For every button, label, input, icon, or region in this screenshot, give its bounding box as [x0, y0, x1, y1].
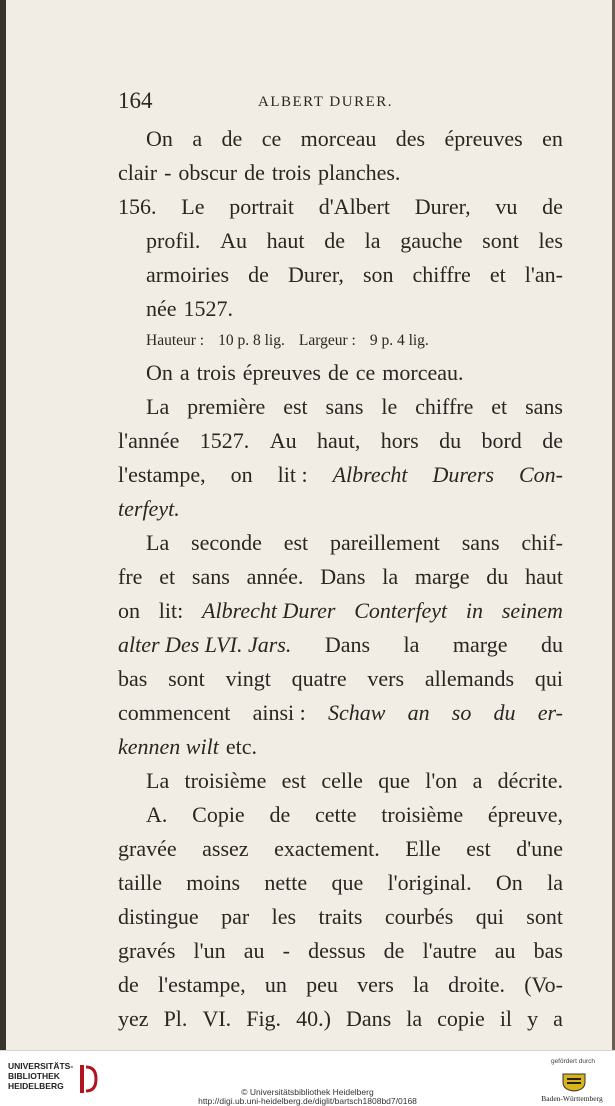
text-word: la	[382, 564, 399, 589]
text-word: sans	[525, 394, 563, 419]
text-word: distingue	[118, 904, 199, 929]
text-word: planches.	[317, 160, 401, 185]
text-word: ce	[261, 126, 282, 151]
text-word: qui	[534, 666, 563, 691]
text-word: épreuve,	[487, 802, 563, 827]
text-word: 9 p. 4 lig.	[369, 332, 429, 349]
text-word: quatre	[291, 666, 347, 691]
text-word: est	[283, 530, 309, 555]
text-word: Albrecht	[332, 462, 408, 487]
text-word: Con-	[519, 462, 563, 487]
text-line	[118, 730, 563, 764]
page-number: 164	[118, 88, 153, 113]
text-word: Pl.	[163, 1006, 188, 1031]
text-word: Au	[220, 228, 247, 253]
text-word: la	[406, 1006, 423, 1031]
text-word: du	[493, 700, 516, 725]
text-word: Durer,	[414, 194, 471, 219]
text-word: a	[179, 360, 190, 385]
text-word: Elle	[405, 836, 441, 861]
text-line	[118, 934, 563, 968]
text-word: de	[248, 262, 269, 287]
text-word: Copie	[192, 802, 245, 827]
text-word: par	[221, 904, 250, 929]
text-line	[118, 258, 563, 292]
text-word: du	[486, 564, 509, 589]
text-word: sont	[482, 228, 519, 253]
text-word: en	[542, 126, 563, 151]
text-word: traits	[318, 904, 363, 929]
text-word: de	[542, 194, 563, 219]
text-word: est	[283, 394, 308, 419]
text-word: gauche	[400, 228, 463, 253]
text-word: armoiries	[146, 262, 230, 287]
text-word: chiffre	[412, 262, 471, 287]
text-word: bas	[118, 666, 148, 691]
text-word: On	[146, 360, 173, 385]
text-word: marge	[414, 564, 470, 589]
text-word: in	[465, 598, 484, 623]
text-word: fre	[118, 564, 143, 589]
text-word: et	[159, 564, 176, 589]
text-word: sont	[168, 666, 205, 691]
text-word: La	[146, 530, 170, 555]
text-word: obscur	[178, 160, 238, 185]
text-line	[118, 190, 563, 224]
text-word: Durers	[432, 462, 495, 487]
text-word: de	[383, 938, 405, 963]
text-word: profil.	[146, 228, 201, 253]
text-word: Largeur :	[298, 332, 356, 349]
text-line	[118, 326, 563, 356]
text-word: Durer,	[287, 262, 344, 287]
text-word: portrait	[229, 194, 294, 219]
text-word: etc.	[225, 734, 257, 759]
text-word: l'année	[118, 428, 180, 453]
text-word: peu	[306, 972, 338, 997]
text-word: troisième	[381, 802, 464, 827]
text-word: 40.)	[296, 1006, 331, 1031]
text-line	[118, 390, 563, 424]
text-word: celle	[321, 768, 363, 793]
text-word: nette	[264, 870, 308, 895]
text-word: copie	[437, 1006, 485, 1031]
text-word: chif-	[521, 530, 563, 555]
text-word: bas	[533, 938, 563, 963]
copyright-notice: © Universitätsbibliothek Heidelberg	[241, 1087, 374, 1097]
text-word: née	[146, 296, 177, 321]
running-title: ALBERT DURER.	[258, 94, 393, 110]
text-word: il	[499, 1006, 513, 1031]
text-word: au	[243, 938, 265, 963]
text-word: taille	[118, 870, 162, 895]
text-line	[118, 662, 563, 696]
text-word: 1527.	[183, 296, 234, 321]
text-word: haut,	[316, 428, 361, 453]
text-word: et	[491, 394, 508, 419]
text-word: sont	[526, 904, 563, 929]
text-word: assez	[202, 836, 249, 861]
text-word: ce	[355, 360, 376, 385]
text-word: l'estampe,	[118, 462, 206, 487]
text-word: kennen wilt	[118, 734, 219, 759]
text-word: seinem	[501, 598, 563, 623]
text-word: a	[472, 768, 483, 793]
text-word: épreuves	[444, 126, 523, 151]
text-line	[118, 832, 563, 866]
text-line	[118, 594, 563, 628]
text-word: Hauteur :	[146, 332, 205, 349]
text-word: de	[542, 428, 563, 453]
text-word: hors	[380, 428, 419, 453]
text-word: qui	[475, 904, 504, 929]
text-word: Conterfeyt	[354, 598, 448, 623]
text-word: -	[164, 160, 172, 185]
text-word: 156.	[118, 194, 157, 219]
text-word: clair	[118, 160, 158, 185]
text-word: trois	[271, 160, 311, 185]
text-word: 1527.	[199, 428, 250, 453]
text-word: On	[495, 870, 523, 895]
text-line	[118, 764, 563, 798]
text-word: de	[221, 126, 243, 151]
text-word: morceau.	[382, 360, 464, 385]
text-word: sans	[325, 394, 364, 419]
text-word: sans	[191, 564, 230, 589]
text-word: bord	[481, 428, 522, 453]
text-word: la	[413, 972, 429, 997]
text-line	[118, 458, 563, 492]
text-word: so	[451, 700, 472, 725]
text-word: er-	[537, 700, 563, 725]
text-line	[118, 696, 563, 730]
text-word: épreuves	[242, 360, 321, 385]
text-word: lit :	[277, 462, 308, 487]
text-line	[118, 798, 563, 832]
text-line	[118, 526, 563, 560]
text-word: marge	[452, 632, 508, 657]
text-word: trois	[196, 360, 236, 385]
text-word: gravée	[118, 836, 177, 861]
text-word: ainsi :	[252, 700, 306, 725]
text-word: Dans	[324, 632, 371, 657]
text-word: haut	[525, 564, 563, 589]
text-line	[118, 560, 563, 594]
text-word: 10 p. 8 lig.	[218, 332, 285, 349]
text-word: de	[324, 228, 345, 253]
text-word: lit:	[158, 598, 184, 623]
text-word: vers	[357, 972, 394, 997]
text-word: Fig.	[246, 1006, 282, 1031]
text-word: alter Des LVI. Jars.	[118, 632, 292, 657]
text-line	[118, 628, 563, 662]
text-word: dessus	[308, 938, 366, 963]
text-word: pareillement	[329, 530, 440, 555]
text-line	[118, 292, 563, 326]
text-word: chiffre	[415, 394, 474, 419]
text-word: La	[146, 394, 170, 419]
text-word: de	[269, 802, 291, 827]
text-word: du	[439, 428, 462, 453]
text-word: l'on	[425, 768, 458, 793]
text-word: an	[407, 700, 430, 725]
text-word: commencent	[118, 700, 231, 725]
text-word: de	[244, 160, 265, 185]
text-word: Albrecht Durer	[202, 598, 336, 623]
text-line	[118, 156, 563, 190]
text-word: première	[187, 394, 266, 419]
text-word: troisième	[184, 768, 267, 793]
text-word: les	[538, 228, 563, 253]
text-word: terfeyt.	[118, 496, 180, 521]
text-word: la	[364, 228, 381, 253]
page-header	[118, 88, 558, 120]
text-word: exactement.	[274, 836, 380, 861]
text-word: seconde	[191, 530, 262, 555]
text-word: l'an-	[524, 262, 563, 287]
text-word: l'estampe,	[158, 972, 246, 997]
text-word: que	[378, 768, 410, 793]
text-word: l'autre	[422, 938, 477, 963]
text-word: l'original.	[387, 870, 472, 895]
text-word: de	[118, 972, 139, 997]
text-word: est	[466, 836, 491, 861]
text-word: des	[395, 126, 426, 151]
source-url[interactable]: http://digi.ub.uni-heidelberg.de/diglit/bartsch1808bd7/0168	[198, 1096, 417, 1106]
text-word: d'une	[516, 836, 563, 861]
text-word: vu	[495, 194, 518, 219]
text-word: A.	[146, 802, 168, 827]
text-word: Schaw	[327, 700, 386, 725]
text-word: haut	[266, 228, 305, 253]
text-word: Le	[181, 194, 205, 219]
text-word: VI.	[202, 1006, 232, 1031]
text-word: son	[362, 262, 394, 287]
text-line	[118, 900, 563, 934]
text-word: Au	[269, 428, 297, 453]
text-word: a	[192, 126, 203, 151]
library-logo-text: UNIVERSITÄTS- BIBLIOTHEK HEIDELBERG	[8, 1061, 74, 1091]
text-word: la	[547, 870, 563, 895]
text-word: La	[146, 768, 170, 793]
text-word: est	[281, 768, 307, 793]
text-word: sans	[461, 530, 500, 555]
text-word: droite.	[448, 972, 505, 997]
text-word: décrite.	[497, 768, 563, 793]
text-line	[118, 1002, 563, 1036]
text-word: l'un	[193, 938, 226, 963]
text-word: d'Albert	[318, 194, 390, 219]
text-line	[118, 866, 563, 900]
text-word: On	[146, 126, 173, 151]
text-word: yez	[118, 1006, 149, 1031]
text-word: et	[489, 262, 506, 287]
text-word: vers	[367, 666, 405, 691]
text-word: moins	[186, 870, 241, 895]
text-word: année.	[246, 564, 304, 589]
text-word: que	[331, 870, 364, 895]
text-word: a	[553, 1006, 563, 1031]
page-text	[118, 122, 563, 1036]
text-word: Dans	[345, 1006, 392, 1031]
text-line	[118, 356, 563, 390]
text-word: on	[230, 462, 253, 487]
text-word: un	[264, 972, 287, 997]
text-word: au	[494, 938, 516, 963]
text-word: vingt	[225, 666, 271, 691]
baden-wuerttemberg-logo-icon	[559, 1070, 589, 1092]
text-word: (Vo-	[524, 972, 563, 997]
text-word: la	[403, 632, 420, 657]
text-word: le	[381, 394, 398, 419]
text-line	[118, 424, 563, 458]
text-word: y	[527, 1006, 539, 1031]
text-word: Dans	[320, 564, 366, 589]
text-word: morceau	[300, 126, 377, 151]
text-line	[118, 122, 563, 156]
funder-name: Baden-Württemberg	[541, 1094, 603, 1103]
text-word: courbés	[384, 904, 454, 929]
text-word: gravés	[118, 938, 176, 963]
funded-by-label: gefördert durch	[550, 1058, 596, 1065]
text-word: de	[327, 360, 349, 385]
text-word: du	[540, 632, 563, 657]
text-word: cette	[314, 802, 357, 827]
text-line	[118, 968, 563, 1002]
text-word: -	[282, 938, 290, 963]
page-left-edge	[0, 0, 6, 1050]
text-word: les	[271, 904, 297, 929]
text-line	[118, 224, 563, 258]
text-line	[118, 492, 563, 526]
text-word: allemands	[424, 666, 515, 691]
text-word: on	[118, 598, 140, 623]
